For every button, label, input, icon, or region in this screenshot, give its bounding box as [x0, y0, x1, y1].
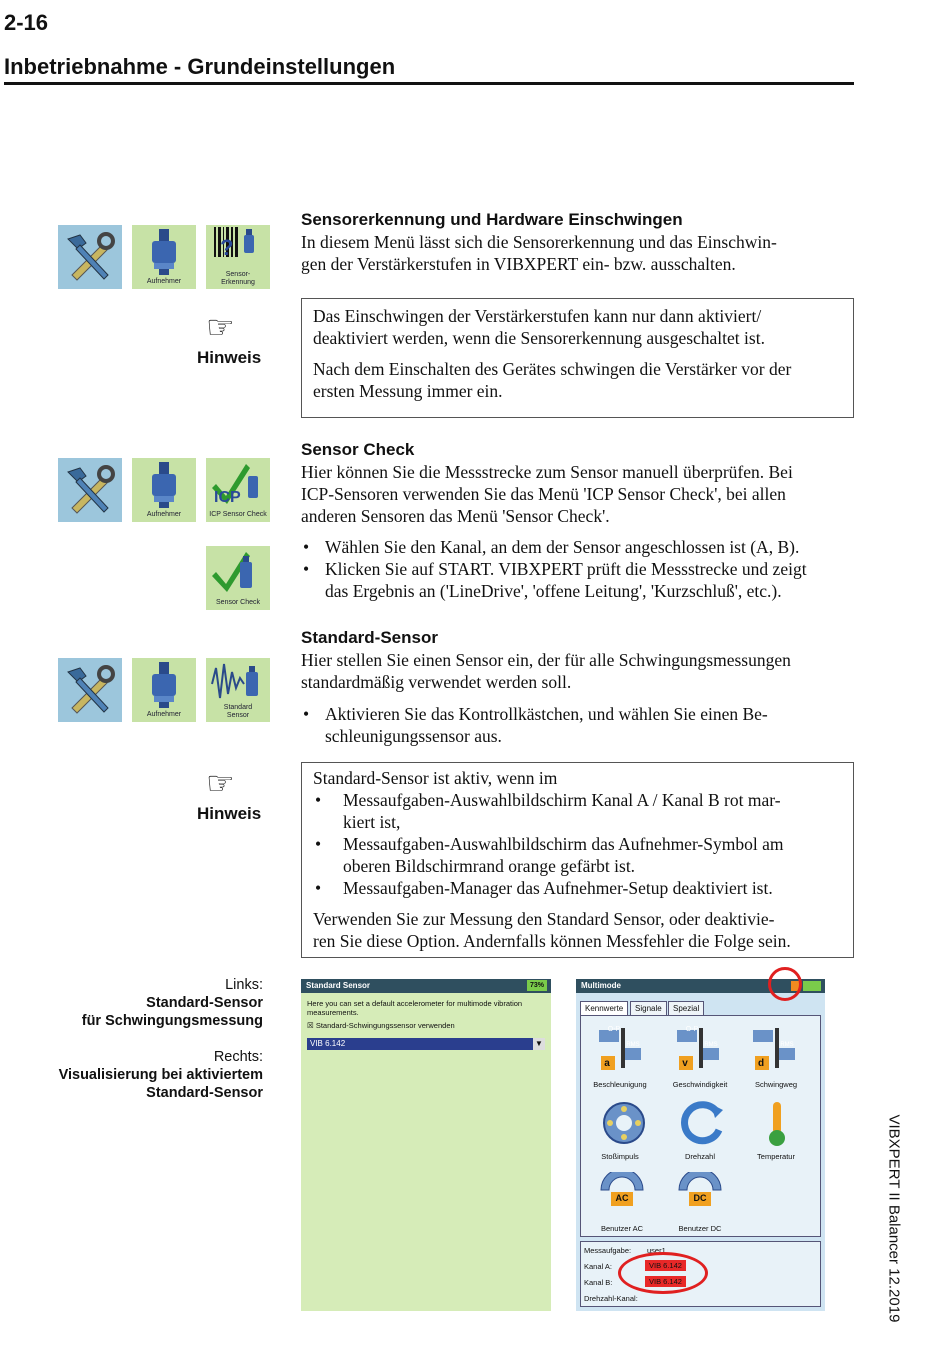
- item-label: Schwingweg: [754, 1080, 798, 1089]
- item-label: Temperatur: [757, 1152, 795, 1161]
- tab-kennwerte[interactable]: Kennwerte: [580, 1001, 628, 1016]
- text-line: Standard-Sensor ist aktiv, wenn im: [313, 768, 558, 788]
- temperature-icon[interactable]: [767, 1100, 787, 1148]
- sensor-select[interactable]: VIB 6.142 ▼: [307, 1038, 545, 1050]
- item-label: Drehzahl: [684, 1152, 715, 1161]
- text-line: Verwenden Sie zur Messung den Standard Sensor, oder deaktivie-: [313, 909, 775, 929]
- bullet-list: [301, 703, 854, 747]
- text-line: Nach dem Einschalten des Gerätes schwingen die Verstärker vor der: [313, 359, 792, 379]
- text-line: In diesem Menü lässt sich die Sensorerkennung und das Einschwin-: [301, 232, 777, 252]
- kanal-b-value: VIB 6.142: [645, 1276, 686, 1287]
- sensor-icon: [132, 225, 196, 289]
- multimode-screen: [576, 979, 825, 1311]
- tab-signale[interactable]: Signale: [630, 1001, 667, 1016]
- side-footer: VIBXPERT II Balancer 12.2019: [885, 1114, 903, 1323]
- tab-spezial[interactable]: Spezial: [668, 1001, 704, 1016]
- item-label: Stoßimpuls: [601, 1152, 639, 1161]
- page-title: Inbetriebnahme - Grundeinstellungen: [4, 54, 396, 79]
- bullet-list: [313, 789, 842, 899]
- item-label: Benutzer DC: [678, 1224, 722, 1233]
- icon-label-std-1: Standard: [223, 704, 253, 711]
- text-line: ersten Messung immer ein.: [313, 381, 503, 401]
- pointing-hand-icon: ☞: [206, 764, 235, 802]
- sensor-detection-icon: [206, 225, 270, 289]
- pointing-hand-icon: ☞: [206, 308, 235, 346]
- text-line: gen der Verstärkerstufen in VIBXPERT ein- bzw. ausschalten.: [301, 254, 736, 274]
- speed-icon[interactable]: [679, 1100, 725, 1146]
- sensor-check-icon: [206, 546, 270, 610]
- text-line: Das Einschwingen der Verstärkerstufen kann nur dann aktiviert/: [313, 306, 762, 326]
- tools-icon: [58, 225, 122, 289]
- tools-icon: [58, 658, 122, 722]
- measurement-grid: O-P a RMS O-P v RMS d RMS Beschleunigung Geschwindigkeit Schwingweg Stoßimpuls Drehzahl Temperatur AC DC Benutzer AC Benutzer DC: [580, 1015, 821, 1237]
- checkbox-mark[interactable]: ☒: [307, 1021, 314, 1030]
- battery-indicator: 73%: [527, 980, 547, 991]
- icon-label-check: Sensor Check: [216, 599, 260, 606]
- sensor-icon: [132, 658, 196, 722]
- section-heading-sensor-check: Sensor Check: [301, 440, 415, 459]
- list-item: • Wählen Sie den Kanal, an dem der Sensor angeschlossen ist (A, B).: [301, 536, 854, 558]
- text-line: Hier stellen Sie einen Sensor ein, der für alle Schwingungsmessungen: [301, 650, 791, 670]
- note-box-2: [301, 762, 854, 958]
- text-line: deaktiviert werden, wenn die Sensorerkennung ausgeschaltet ist.: [313, 328, 765, 348]
- figure-caption: Links: Standard-Sensor für Schwingungsmessung Rechts: Visualisierung bei aktiviertem Standard-Sensor: [58, 977, 263, 1101]
- note-label: Hinweis: [197, 804, 262, 823]
- section-heading-standard-sensor: Standard-Sensor: [301, 628, 438, 647]
- bullet-list: [301, 536, 854, 602]
- page-number: 2-16: [4, 10, 49, 35]
- icon-label-sensor-2: Erkennung: [221, 279, 255, 286]
- kanal-a-value: VIB 6.142: [645, 1260, 686, 1271]
- shock-pulse-icon[interactable]: [601, 1100, 647, 1146]
- item-label: Benutzer AC: [600, 1224, 644, 1233]
- list-item: • Messaufgaben-Manager das Aufnehmer-Setup deaktiviert ist.: [313, 877, 842, 899]
- list-item: • Messaufgaben-Auswahlbildschirm das Aufnehmer-Symbol am oberen Bildschirmrand orange gefärbt ist.: [313, 833, 842, 877]
- list-item: • Klicken Sie auf START. VIBXPERT prüft die Messstrecke und zeigt das Ergebnis an ('LineDrive', 'offene Leitung', 'Kurzschluß', etc.).: [301, 558, 854, 602]
- section-heading-sensorerkennung: Sensorerkennung und Hardware Einschwingen: [301, 210, 683, 229]
- svg-text:ICP: ICP: [214, 489, 241, 506]
- svg-text:?: ?: [220, 235, 234, 260]
- icp-sensor-check-icon: [206, 458, 270, 522]
- item-label: Beschleunigung: [593, 1080, 647, 1089]
- standard-sensor-screen: Standard Sensor 73% Here you can set a default accelerometer for multimode vibration measurements. ☒ Standard-Schwingungssensor verwenden VIB 6.142 ▼: [301, 979, 551, 1311]
- text-line: Hier können Sie die Messstrecke zum Sensor manuell überprüfen. Bei: [301, 462, 793, 482]
- info-panel: Messaufgabe: user1 Kanal A: VIB 6.142 Kanal B: VIB 6.142 Drehzahl-Kanal:: [580, 1241, 821, 1307]
- screen-title-bar: Multimode: [576, 979, 825, 993]
- highlight-circle: [618, 1252, 708, 1294]
- highlight-circle: [768, 967, 802, 1001]
- header-rule: [4, 82, 854, 85]
- list-item: • Aktivieren Sie das Kontrollkästchen, und wählen Sie einen Be- schleunigungssensor aus.: [301, 703, 854, 747]
- text-line: standardmäßig verwendet werden soll.: [301, 672, 572, 692]
- sensor-icon: [132, 458, 196, 522]
- list-item: • Messaufgaben-Auswahlbildschirm Kanal A / Kanal B rot mar- kiert ist,: [313, 789, 842, 833]
- standard-sensor-icon: [206, 658, 270, 722]
- item-label: Geschwindigkeit: [672, 1080, 728, 1089]
- chevron-down-icon[interactable]: ▼: [533, 1038, 545, 1050]
- icon-label-std-2: Sensor: [226, 712, 250, 719]
- note-box-1: [301, 298, 854, 418]
- text-line: ICP-Sensoren verwenden Sie das Menü 'ICP Sensor Check', bei allen: [301, 484, 786, 504]
- icon-label-aufnehmer: Aufnehmer: [146, 511, 182, 518]
- text-line: anderen Sensoren das Menü 'Sensor Check'.: [301, 506, 610, 526]
- default-sensor-checkbox[interactable]: ☒ Standard-Schwingungssensor verwenden: [307, 1021, 455, 1030]
- note-label: Hinweis: [197, 348, 262, 367]
- tools-icon: [58, 458, 122, 522]
- icon-label-aufnehmer: Aufnehmer: [146, 711, 182, 718]
- screen-title-bar: Standard Sensor 73%: [301, 979, 551, 993]
- icon-label-icp: ICP Sensor Check: [209, 511, 267, 518]
- text-line: ren Sie diese Option. Andernfalls können Messfehler die Folge sein.: [313, 931, 791, 951]
- icon-label-sensor-1: Sensor-: [225, 271, 251, 278]
- icon-label-aufnehmer: Aufnehmer: [146, 278, 182, 285]
- battery-icon: [803, 981, 821, 991]
